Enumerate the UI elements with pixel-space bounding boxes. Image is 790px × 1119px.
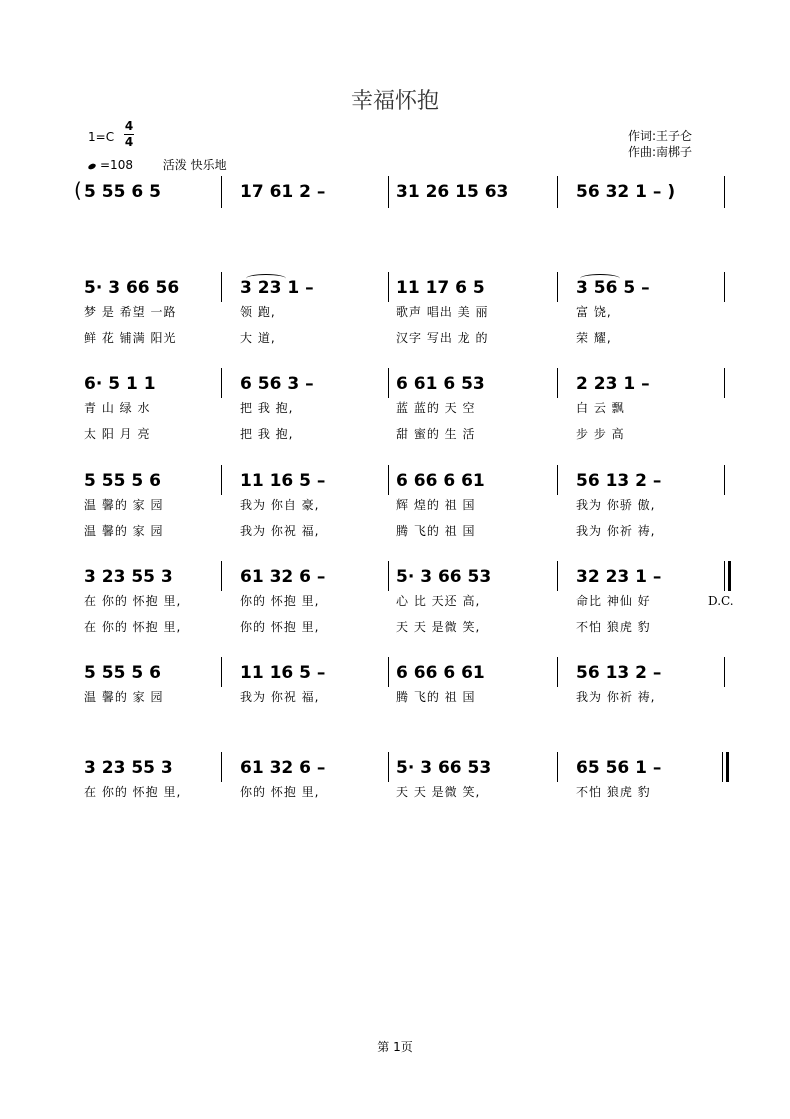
row-3-lyric1-m1: 温 馨的 家 园	[84, 498, 164, 512]
time-top: 4	[124, 119, 134, 133]
row-6-measure-4: 65 56 1 –	[576, 758, 662, 778]
row-4-lyric2-m3: 天 天 是微 笑,	[396, 620, 481, 634]
row-1-measure-1: 5· 3 66 56	[84, 278, 180, 298]
row-2-lyric1-m3: 蓝 蓝的 天 空	[396, 401, 476, 415]
row-4-lyric1-m1: 在 你的 怀抱 里,	[84, 594, 182, 608]
row-1-lyric1-m4: 富 饶,	[576, 305, 612, 319]
row-1-measure-3: 11 17 6 5	[396, 278, 485, 298]
credits	[628, 128, 692, 160]
row-6-lyric1-m1: 在 你的 怀抱 里,	[84, 785, 182, 799]
row-2-lyric1-m2: 把 我 抱,	[240, 401, 294, 415]
row-3-lyric1-m3: 辉 煌的 祖 国	[396, 498, 476, 512]
row-3-lyric2-m3: 腾 飞的 祖 国	[396, 524, 476, 538]
row-4-measure-4: 32 23 1 –	[576, 567, 662, 587]
intro-measure-1: 5 55 6 5	[84, 182, 161, 202]
composer: 作曲:南梆子	[628, 145, 693, 159]
row-4	[0, 561, 790, 641]
key-signature: 1=C	[88, 130, 115, 144]
time-bottom: 4	[124, 135, 134, 149]
row-6-measure-3: 5· 3 66 53	[396, 758, 492, 778]
row-1-lyric2-m3: 汉字 写出 龙 的	[396, 331, 489, 345]
row-2-lyric2-m2: 把 我 抱,	[240, 427, 294, 441]
row-6-lyric1-m3: 天 天 是微 笑,	[396, 785, 481, 799]
row-3-measure-3: 6 66 6 61	[396, 471, 485, 491]
row-3	[0, 465, 790, 545]
row-1-lyric2-m4: 荣 耀,	[576, 331, 612, 345]
style-marking: 活泼 快乐地	[162, 158, 227, 172]
row-4-lyric2-m4: 不怕 狼虎 豹	[576, 620, 651, 634]
row-5-lyric1-m4: 我为 你祈 祷,	[576, 690, 656, 704]
row-5-measure-2: 11 16 5 –	[240, 663, 326, 683]
time-signature	[124, 120, 134, 149]
row-1-lyric1-m1: 梦 是 希望 一路	[84, 305, 177, 319]
row-2-measure-2: 6 56 3 –	[240, 374, 314, 394]
tempo-marking	[88, 156, 227, 173]
row-5-lyric1-m3: 腾 飞的 祖 国	[396, 690, 476, 704]
intro-measure-3: 31 26 15 63	[396, 182, 509, 202]
row-1-measure-2: 3 23 1 –	[240, 278, 314, 298]
row-5-measure-1: 5 55 5 6	[84, 663, 161, 683]
row-1-lyric1-m2: 领 跑,	[240, 305, 276, 319]
row-4-lyric2-m2: 你的 怀抱 里,	[240, 620, 320, 634]
row-2-measure-1: 6· 5 1 1	[84, 374, 156, 394]
row-4-lyric1-m3: 心 比 天还 高,	[396, 594, 481, 608]
row-4-measure-3: 5· 3 66 53	[396, 567, 492, 587]
page-number: 第 1页	[377, 1040, 413, 1054]
row-4-lyric2-m1: 在 你的 怀抱 里,	[84, 620, 182, 634]
lyricist: 作词:王子仑	[628, 129, 693, 143]
row-2-lyric2-m3: 甜 蜜的 生 活	[396, 427, 476, 441]
row-3-measure-4: 56 13 2 –	[576, 471, 662, 491]
song-title: 幸福怀抱	[350, 89, 439, 114]
intro-measure-2: 17 61 2 –	[240, 182, 326, 202]
row-2-lyric1-m4: 白 云 飘	[576, 401, 625, 415]
row-6	[0, 752, 790, 802]
row-2-lyric2-m4: 步 步 高	[576, 427, 625, 441]
quarter-note-icon	[87, 163, 96, 171]
intro-measure-4: 56 32 1 – )	[576, 182, 676, 202]
row-1-lyric2-m1: 鲜 花 铺满 阳光	[84, 331, 177, 345]
row-1-lyric1-m3: 歌声 唱出 美 丽	[396, 305, 489, 319]
row-6-measure-1: 3 23 55 3	[84, 758, 173, 778]
row-2-measure-4: 2 23 1 –	[576, 374, 650, 394]
row-3-lyric1-m2: 我为 你自 豪,	[240, 498, 320, 512]
row-2-measure-3: 6 61 6 53	[396, 374, 485, 394]
row-2-lyric1-m1: 青 山 绿 水	[84, 401, 151, 415]
row-1-lyric2-m2: 大 道,	[240, 331, 276, 345]
row-2	[0, 368, 790, 448]
row-6-measure-2: 61 32 6 –	[240, 758, 326, 778]
intro-system	[0, 176, 790, 212]
row-3-lyric2-m2: 我为 你祝 福,	[240, 524, 320, 538]
row-1	[0, 272, 790, 352]
row-3-measure-1: 5 55 5 6	[84, 471, 161, 491]
row-4-measure-2: 61 32 6 –	[240, 567, 326, 587]
row-3-measure-2: 11 16 5 –	[240, 471, 326, 491]
row-6-lyric1-m2: 你的 怀抱 里,	[240, 785, 320, 799]
row-5-measure-4: 56 13 2 –	[576, 663, 662, 683]
row-5	[0, 657, 790, 707]
row-4-lyric1-m2: 你的 怀抱 里,	[240, 594, 320, 608]
row-3-lyric1-m4: 我为 你骄 傲,	[576, 498, 656, 512]
dc-marking: D.C.	[708, 594, 734, 608]
row-4-lyric1-m4: 命比 神仙 好	[576, 594, 651, 608]
row-3-lyric2-m4: 我为 你祈 祷,	[576, 524, 656, 538]
row-3-lyric2-m1: 温 馨的 家 园	[84, 524, 164, 538]
row-5-lyric1-m2: 我为 你祝 福,	[240, 690, 320, 704]
row-2-lyric2-m1: 太 阳 月 亮	[84, 427, 151, 441]
intro-paren: (	[74, 178, 82, 202]
row-5-measure-3: 6 66 6 61	[396, 663, 485, 683]
row-5-lyric1-m1: 温 馨的 家 园	[84, 690, 164, 704]
tempo-value: =108	[100, 158, 133, 172]
row-6-lyric1-m4: 不怕 狼虎 豹	[576, 785, 651, 799]
row-1-measure-4: 3 56 5 –	[576, 278, 650, 298]
row-4-measure-1: 3 23 55 3	[84, 567, 173, 587]
